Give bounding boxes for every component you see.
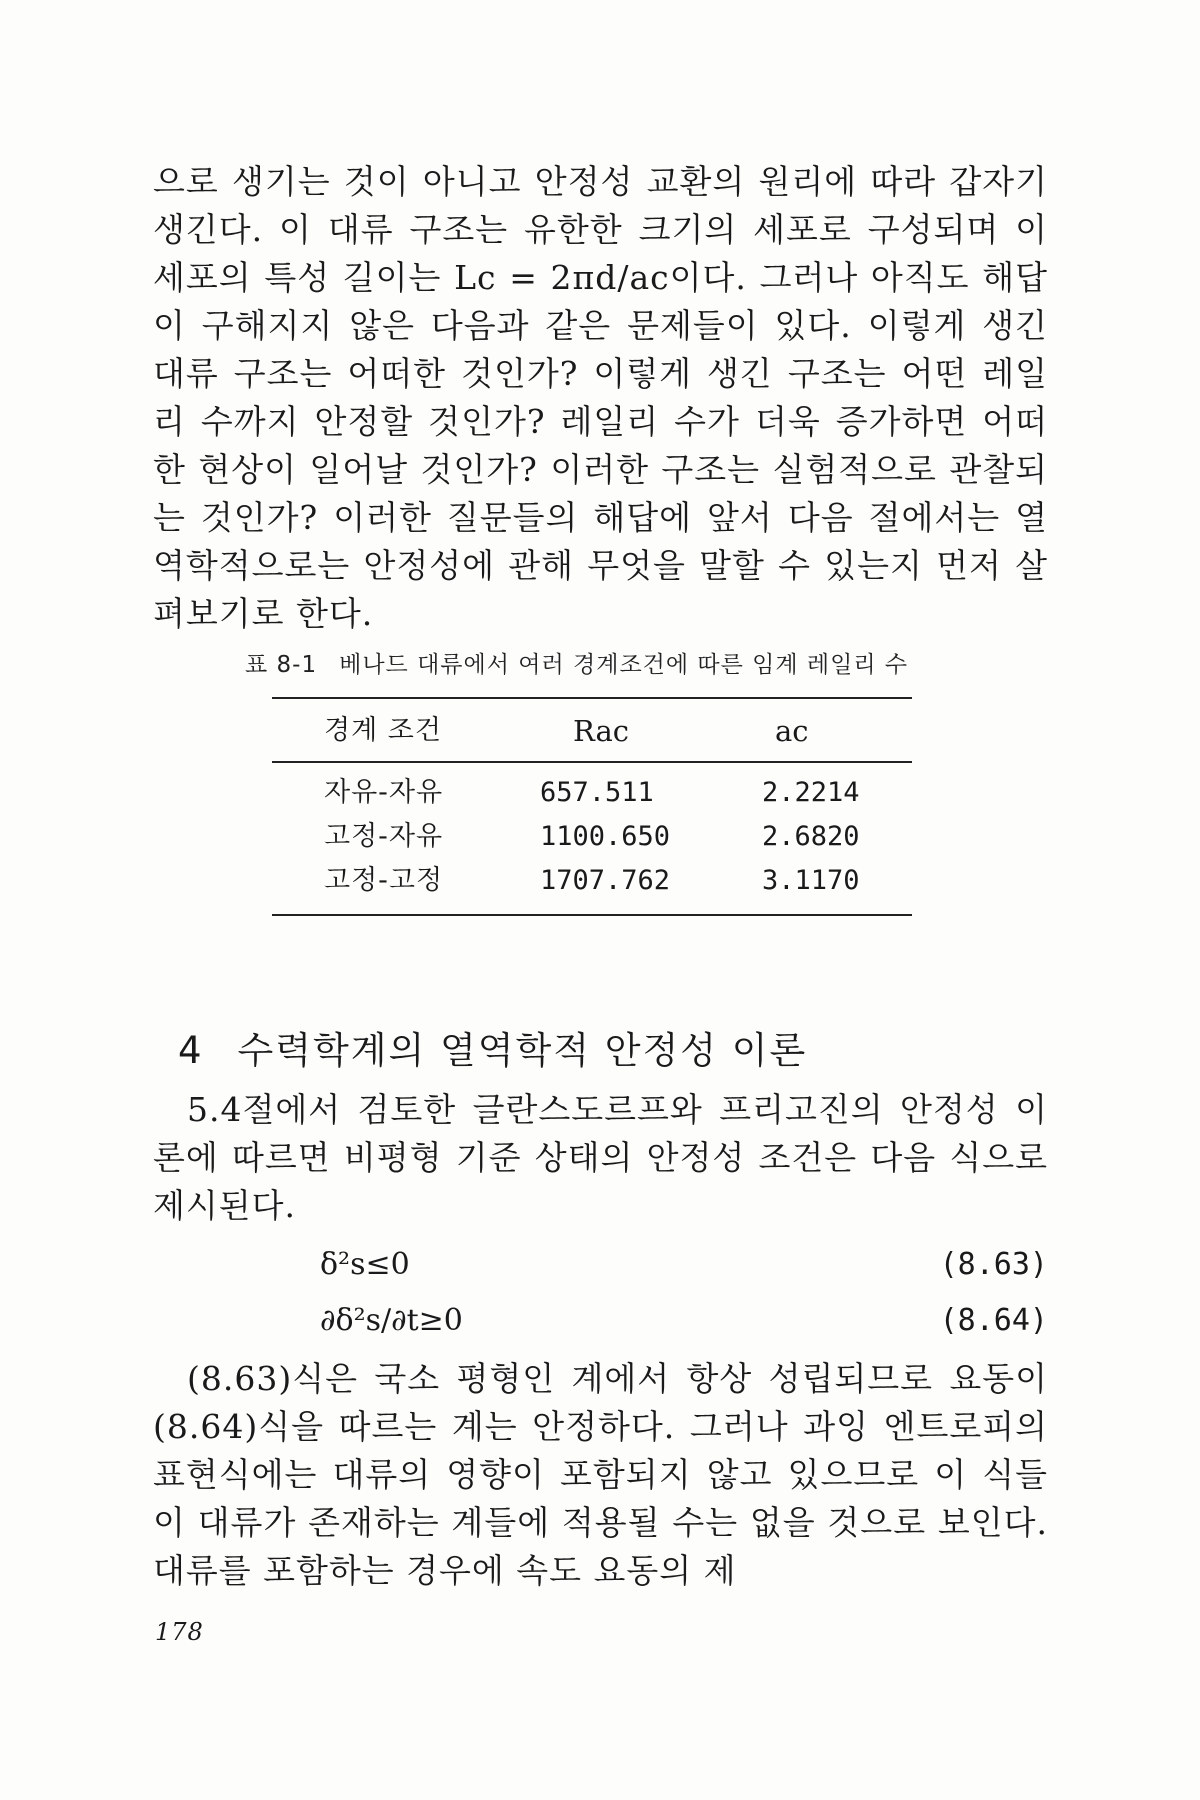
table-header-cell: 경계 조건 xyxy=(324,715,442,746)
table-cell: 3.1170 xyxy=(762,865,860,896)
equation-row xyxy=(320,1296,1048,1346)
table-header-cell: ac xyxy=(775,714,809,748)
table-header-row xyxy=(272,709,912,753)
page-number: 178 xyxy=(155,1618,204,1646)
table-header-cell: Rac xyxy=(573,714,630,748)
paragraph-top: 으로 생기는 것이 아니고 안정성 교환의 원리에 따라 갑자기 생긴다. 이 대류 구조는 유한한 크기의 세포로 구성되며 이 세포의 특성 길이는 Lc = 2πd/ac이다. 그러나 아직도 해답이 구해지지 않은 다음과 같은 문제들이 있다. 이렇게 생긴 대류 구조는 어떠한 것인가? 이렇게 생긴 구조는 어떤 레일리 수까지 안정할 것인가? 레일리 수가 더욱 증가하면 어떠한 현상이 일어날 것인가? 이러한 구조는 실험적으로 관찰되는 것인가? 이러한 질문들의 해답에 앞서 다음 절에서는 열역학적으로는 안정성에 관해 무엇을 말할 수 있는지 먼저 살펴보기로 한다. xyxy=(153,162,1048,633)
table-rule-top xyxy=(272,697,912,699)
table-row xyxy=(272,771,912,815)
table-cell: 2.6820 xyxy=(762,821,860,852)
table-cell: 1100.650 xyxy=(540,821,671,852)
table-cell: 자유-자유 xyxy=(324,777,444,808)
table-cell: 657.511 xyxy=(540,777,654,808)
equation-expression: δ²s≤0 xyxy=(320,1247,410,1282)
equation-expression: ∂δ²s/∂t≥0 xyxy=(320,1303,463,1338)
section-heading xyxy=(178,1025,807,1077)
section-title: 수력학계의 열역학적 안정성 이론 xyxy=(237,1029,808,1072)
table-cell: 고정-자유 xyxy=(324,821,444,852)
table-rule-middle xyxy=(272,761,912,763)
table-cell: 1707.762 xyxy=(540,865,671,896)
table-caption-text: 베나드 대류에서 여러 경계조건에 따른 임계 레일리 수 xyxy=(339,652,909,678)
table-rule-bottom xyxy=(272,914,912,916)
paragraph-middle: 5.4절에서 검토한 글란스도르프와 프리고진의 안정성 이론에 따르면 비평형 기준 상태의 안정성 조건은 다음 식으로 제시된다. xyxy=(153,1090,1048,1225)
equation-number: (8.63) xyxy=(939,1247,1048,1282)
table-row xyxy=(272,859,912,903)
equation-row xyxy=(320,1240,1048,1290)
equation-number: (8.64) xyxy=(939,1303,1048,1338)
table-cell: 2.2214 xyxy=(762,777,860,808)
table-row xyxy=(272,815,912,859)
table-caption xyxy=(245,646,965,679)
paragraph-bottom: (8.63)식은 국소 평형인 계에서 항상 성립되므로 요동이 (8.64)식을 따르는 계는 안정하다. 그러나 과잉 엔트로피의 표현식에는 대류의 영향이 포함되지 않고 있으므로 이 식들이 대류가 존재하는 계들에 적용될 수는 없을 것으로 보인다. 대류를 포함하는 경우에 속도 요동의 제 xyxy=(153,1359,1048,1590)
table-cell: 고정-고정 xyxy=(324,865,444,896)
section-number: 4 xyxy=(178,1029,204,1072)
table-caption-label: 표 8-1 xyxy=(245,652,318,678)
